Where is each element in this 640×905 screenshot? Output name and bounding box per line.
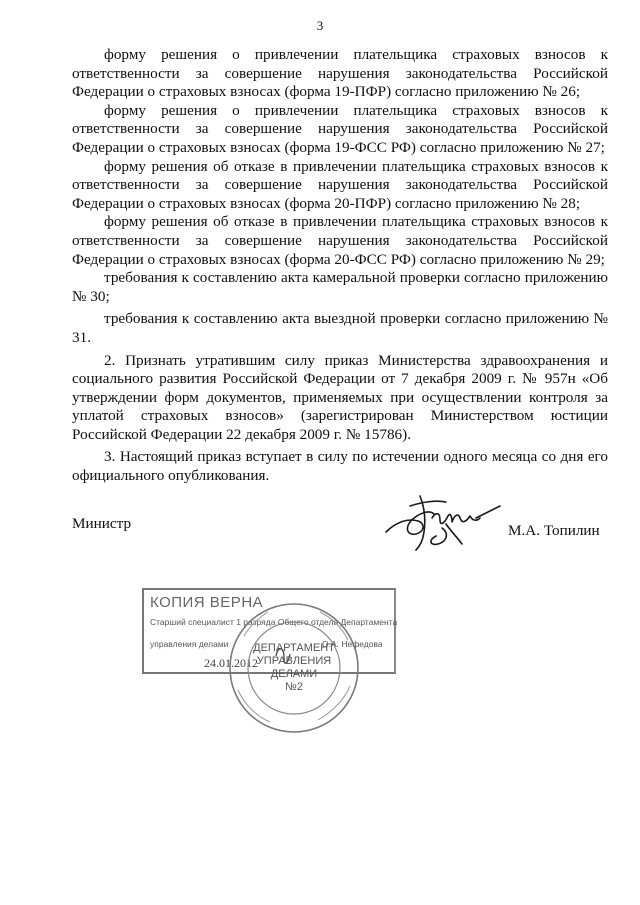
handwritten-signature xyxy=(380,488,505,552)
page-number: 3 xyxy=(316,18,324,33)
document-body xyxy=(72,46,608,486)
seal-line: №2 xyxy=(285,681,303,693)
signatory-title: Министр xyxy=(72,515,132,532)
paragraph-form-19-pfr: форму решения о привлечении плательщика страховых взносов к ответственности за совершение нарушения законодательства Российской Федерации о страховых взносах (форма 19-ПФР) согласно приложению № 26; xyxy=(72,46,608,101)
paragraph-onsite-check-requirements: требования к составлению акта выездной проверки согласно приложению № 31. xyxy=(72,310,608,346)
paragraph-repeal-order: 2. Признать утратившим силу приказ Министерства здравоохранения и социального развития Российской Федерации от 7 декабря 2009 г. № 957н «Об утверждении форм документов, применяемых при осуществлении контроля за уплатой страховых взносов» (зарегистрирован Министерством юстиции Российской Федерации 22 декабря 2009 г. № 15786). xyxy=(72,351,608,443)
stamp-department-line: управления делами xyxy=(150,639,229,649)
seal-line: УПРАВЛЕНИЯ xyxy=(256,655,332,667)
signatory-name: М.А. Топилин xyxy=(508,522,600,539)
seal-line: ДЕЛАМИ xyxy=(270,668,318,680)
stamp-date: 24.01.2012 xyxy=(204,656,258,670)
seal-line: ДЕПАРТАМЕНТ xyxy=(253,642,335,654)
paragraph-form-19-fss: форму решения о привлечении плательщика страховых взносов к ответственности за совершение нарушения законодательства Российской Федерации о страховых взносах (форма 19-ФСС РФ) согласно приложению № 27; xyxy=(72,101,608,156)
stamp-position-line: Старший специалист 1 разряда Общего отдела Департамента xyxy=(150,617,398,627)
paragraph-cameral-check-requirements: требования к составлению акта камеральной проверки согласно приложению № 30; xyxy=(72,269,608,305)
paragraph-form-20-fss: форму решения об отказе в привлечении плательщика страховых взносов к ответственности за совершение нарушения законодательства Российской Федерации о страховых взносах (форма 20-ФСС РФ) согласно приложению № 29; xyxy=(72,213,608,268)
paragraph-form-20-pfr: форму решения об отказе в привлечении плательщика страховых взносов к ответственности за совершение нарушения законодательства Российской Федерации о страховых взносах (форма 20-ПФР) согласно приложению № 28; xyxy=(72,157,608,212)
seal-inner-text xyxy=(244,642,344,694)
stamp-person-name: О.А. Нефедова xyxy=(322,639,383,649)
paragraph-effective-date: 3. Настоящий приказ вступает в силу по истечении одного месяца со дня его официального опубликования. xyxy=(72,448,608,485)
stamp-title: КОПИЯ ВЕРНА xyxy=(150,594,264,611)
